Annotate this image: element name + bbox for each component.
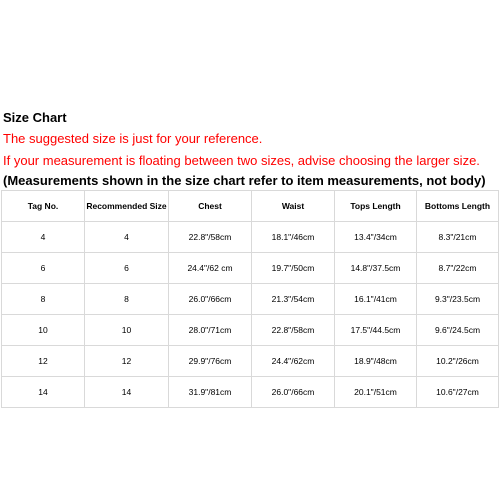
waist-cell: 24.4"/62cm [252,346,335,377]
chest-cell: 29.9"/76cm [169,346,252,377]
table-row [2,346,499,377]
tag-no-cell: 10 [2,315,85,346]
table-row [2,377,499,408]
tops-length-cell: 13.4"/34cm [335,222,417,253]
recommended-size-cell: 10 [85,315,169,346]
bottoms-length-cell: 10.6"/27cm [417,377,499,408]
chest-cell: 26.0"/66cm [169,284,252,315]
chest-cell: 28.0"/71cm [169,315,252,346]
table-row [2,222,499,253]
tops-length-cell: 18.9"/48cm [335,346,417,377]
header-bottoms-length: Bottoms Length [417,191,499,222]
chest-cell: 24.4"/62 cm [169,253,252,284]
recommended-size-cell: 8 [85,284,169,315]
header-waist: Waist [252,191,335,222]
reference-note: The suggested size is just for your reference. [3,131,263,146]
bottoms-length-cell: 9.6"/24.5cm [417,315,499,346]
sizing-advice-note: If your measurement is floating between two sizes, advise choosing the larger size. [3,153,480,168]
chest-cell: 31.9"/81cm [169,377,252,408]
waist-cell: 18.1"/46cm [252,222,335,253]
table-row [2,315,499,346]
recommended-size-cell: 4 [85,222,169,253]
tag-no-cell: 4 [2,222,85,253]
bottoms-length-cell: 8.3"/21cm [417,222,499,253]
tag-no-cell: 6 [2,253,85,284]
table-row [2,253,499,284]
size-table [1,190,499,408]
recommended-size-cell: 14 [85,377,169,408]
header-tops-length: Tops Length [335,191,417,222]
tops-length-cell: 16.1"/41cm [335,284,417,315]
tag-no-cell: 8 [2,284,85,315]
tops-length-cell: 14.8"/37.5cm [335,253,417,284]
tops-length-cell: 20.1"/51cm [335,377,417,408]
header-tag-no: Tag No. [2,191,85,222]
recommended-size-cell: 12 [85,346,169,377]
waist-cell: 22.8"/58cm [252,315,335,346]
table-header-row [2,191,499,222]
tops-length-cell: 17.5"/44.5cm [335,315,417,346]
recommended-size-cell: 6 [85,253,169,284]
bottoms-length-cell: 10.2"/26cm [417,346,499,377]
size-chart-title: Size Chart [3,110,67,125]
table-row [2,284,499,315]
measurement-note: (Measurements shown in the size chart refer to item measurements, not body) [3,173,486,188]
bottoms-length-cell: 8.7"/22cm [417,253,499,284]
bottoms-length-cell: 9.3"/23.5cm [417,284,499,315]
waist-cell: 21.3"/54cm [252,284,335,315]
waist-cell: 19.7"/50cm [252,253,335,284]
header-recommended-size: Recommended Size [85,191,169,222]
tag-no-cell: 14 [2,377,85,408]
tag-no-cell: 12 [2,346,85,377]
waist-cell: 26.0"/66cm [252,377,335,408]
header-chest: Chest [169,191,252,222]
chest-cell: 22.8"/58cm [169,222,252,253]
